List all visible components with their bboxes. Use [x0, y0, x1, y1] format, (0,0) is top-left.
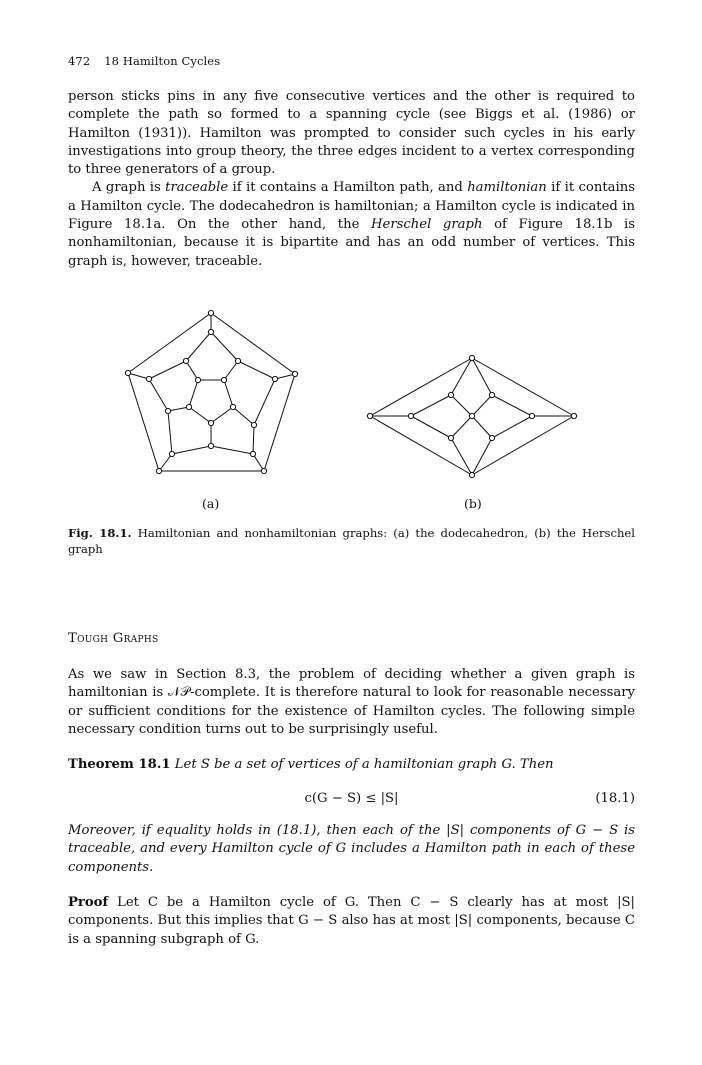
text-run: of Figure 18.1b is nonhamiltonian, because it is bipartite and has an odd number of vertices. This graph is, however, traceable.	[68, 217, 636, 269]
subfigure-label-a: (a)	[202, 496, 220, 511]
equation-number: (18.1)	[595, 791, 635, 806]
intro-paragraph-2	[68, 179, 635, 270]
equation-expression: c(G − S) ≤ |S|	[304, 791, 399, 806]
subfigure-label-b: (b)	[464, 496, 482, 511]
text-run: if it contains a Hamilton cycle. The dodecahedron is hamiltonian; a Hamilton cycle is indicated in Figure 18.1a. On the other hand, the	[68, 180, 635, 233]
proof-label: Proof	[68, 895, 109, 910]
intro-paragraph-1: person sticks pins in any five consecutive vertices and the other is required to complete the path so formed to a spanning cycle (see Biggs et al. (1986) or Hamilton (1931)). Hamilton was prompted to consider such cycles in his early investigations into group theory, the three edges incident to a vertex corresponding to three generators of a group.	[68, 89, 635, 178]
text-run: A graph is	[92, 180, 166, 196]
section-text	[68, 666, 635, 739]
theorem-continuation-text: Moreover, if equality holds in (18.1), then each of the |S| components of G − S is traceable, and every Hamilton cycle of G includes a Hamilton path in each of these components.	[68, 823, 635, 875]
equation-18-1	[68, 791, 635, 811]
figure-18-1	[0, 300, 702, 520]
intro-text	[68, 88, 635, 271]
chapter-title: 18 Hamilton Cycles	[104, 54, 221, 68]
page-number: 472	[68, 54, 91, 68]
section-paragraph-1: As we saw in Section 8.3, the problem of deciding whether a given graph is hamiltonian is 𝒩𝒫-complete. It is therefore natural to look for reasonable necessary or sufficient conditions for the existence of Hamilton cycles. The following simple necessary condition turns out to be surprisingly useful.	[68, 667, 635, 737]
term-hamiltonian: hamiltonian	[467, 180, 547, 196]
running-header	[68, 54, 220, 68]
theorem-text: Let S be a set of vertices of a hamiltonian graph G. Then	[170, 757, 554, 772]
text-run: if it contains a Hamilton path, and	[228, 180, 468, 196]
section-heading: Tough Graphs	[68, 631, 159, 646]
proof	[68, 894, 635, 949]
caption-label: Fig. 18.1.	[68, 526, 132, 540]
caption-text: Hamiltonian and nonhamiltonian graphs: (a) the dodecahedron, (b) the Herschel graph	[68, 526, 635, 556]
theorem-label: Theorem 18.1	[68, 757, 171, 772]
figure-caption	[68, 525, 635, 557]
term-traceable: traceable	[165, 180, 229, 196]
dodecahedron-vertices	[125, 310, 297, 473]
proof-text: Let C be a Hamilton cycle of G. Then C − S clearly has at most |S| components. But this implies that G − S also has at most |S| components, because C is a spanning subgraph of G.	[68, 895, 635, 947]
theorem-continuation	[68, 822, 635, 877]
theorem-statement	[68, 756, 635, 774]
term-herschel-graph: Herschel graph	[371, 217, 483, 233]
